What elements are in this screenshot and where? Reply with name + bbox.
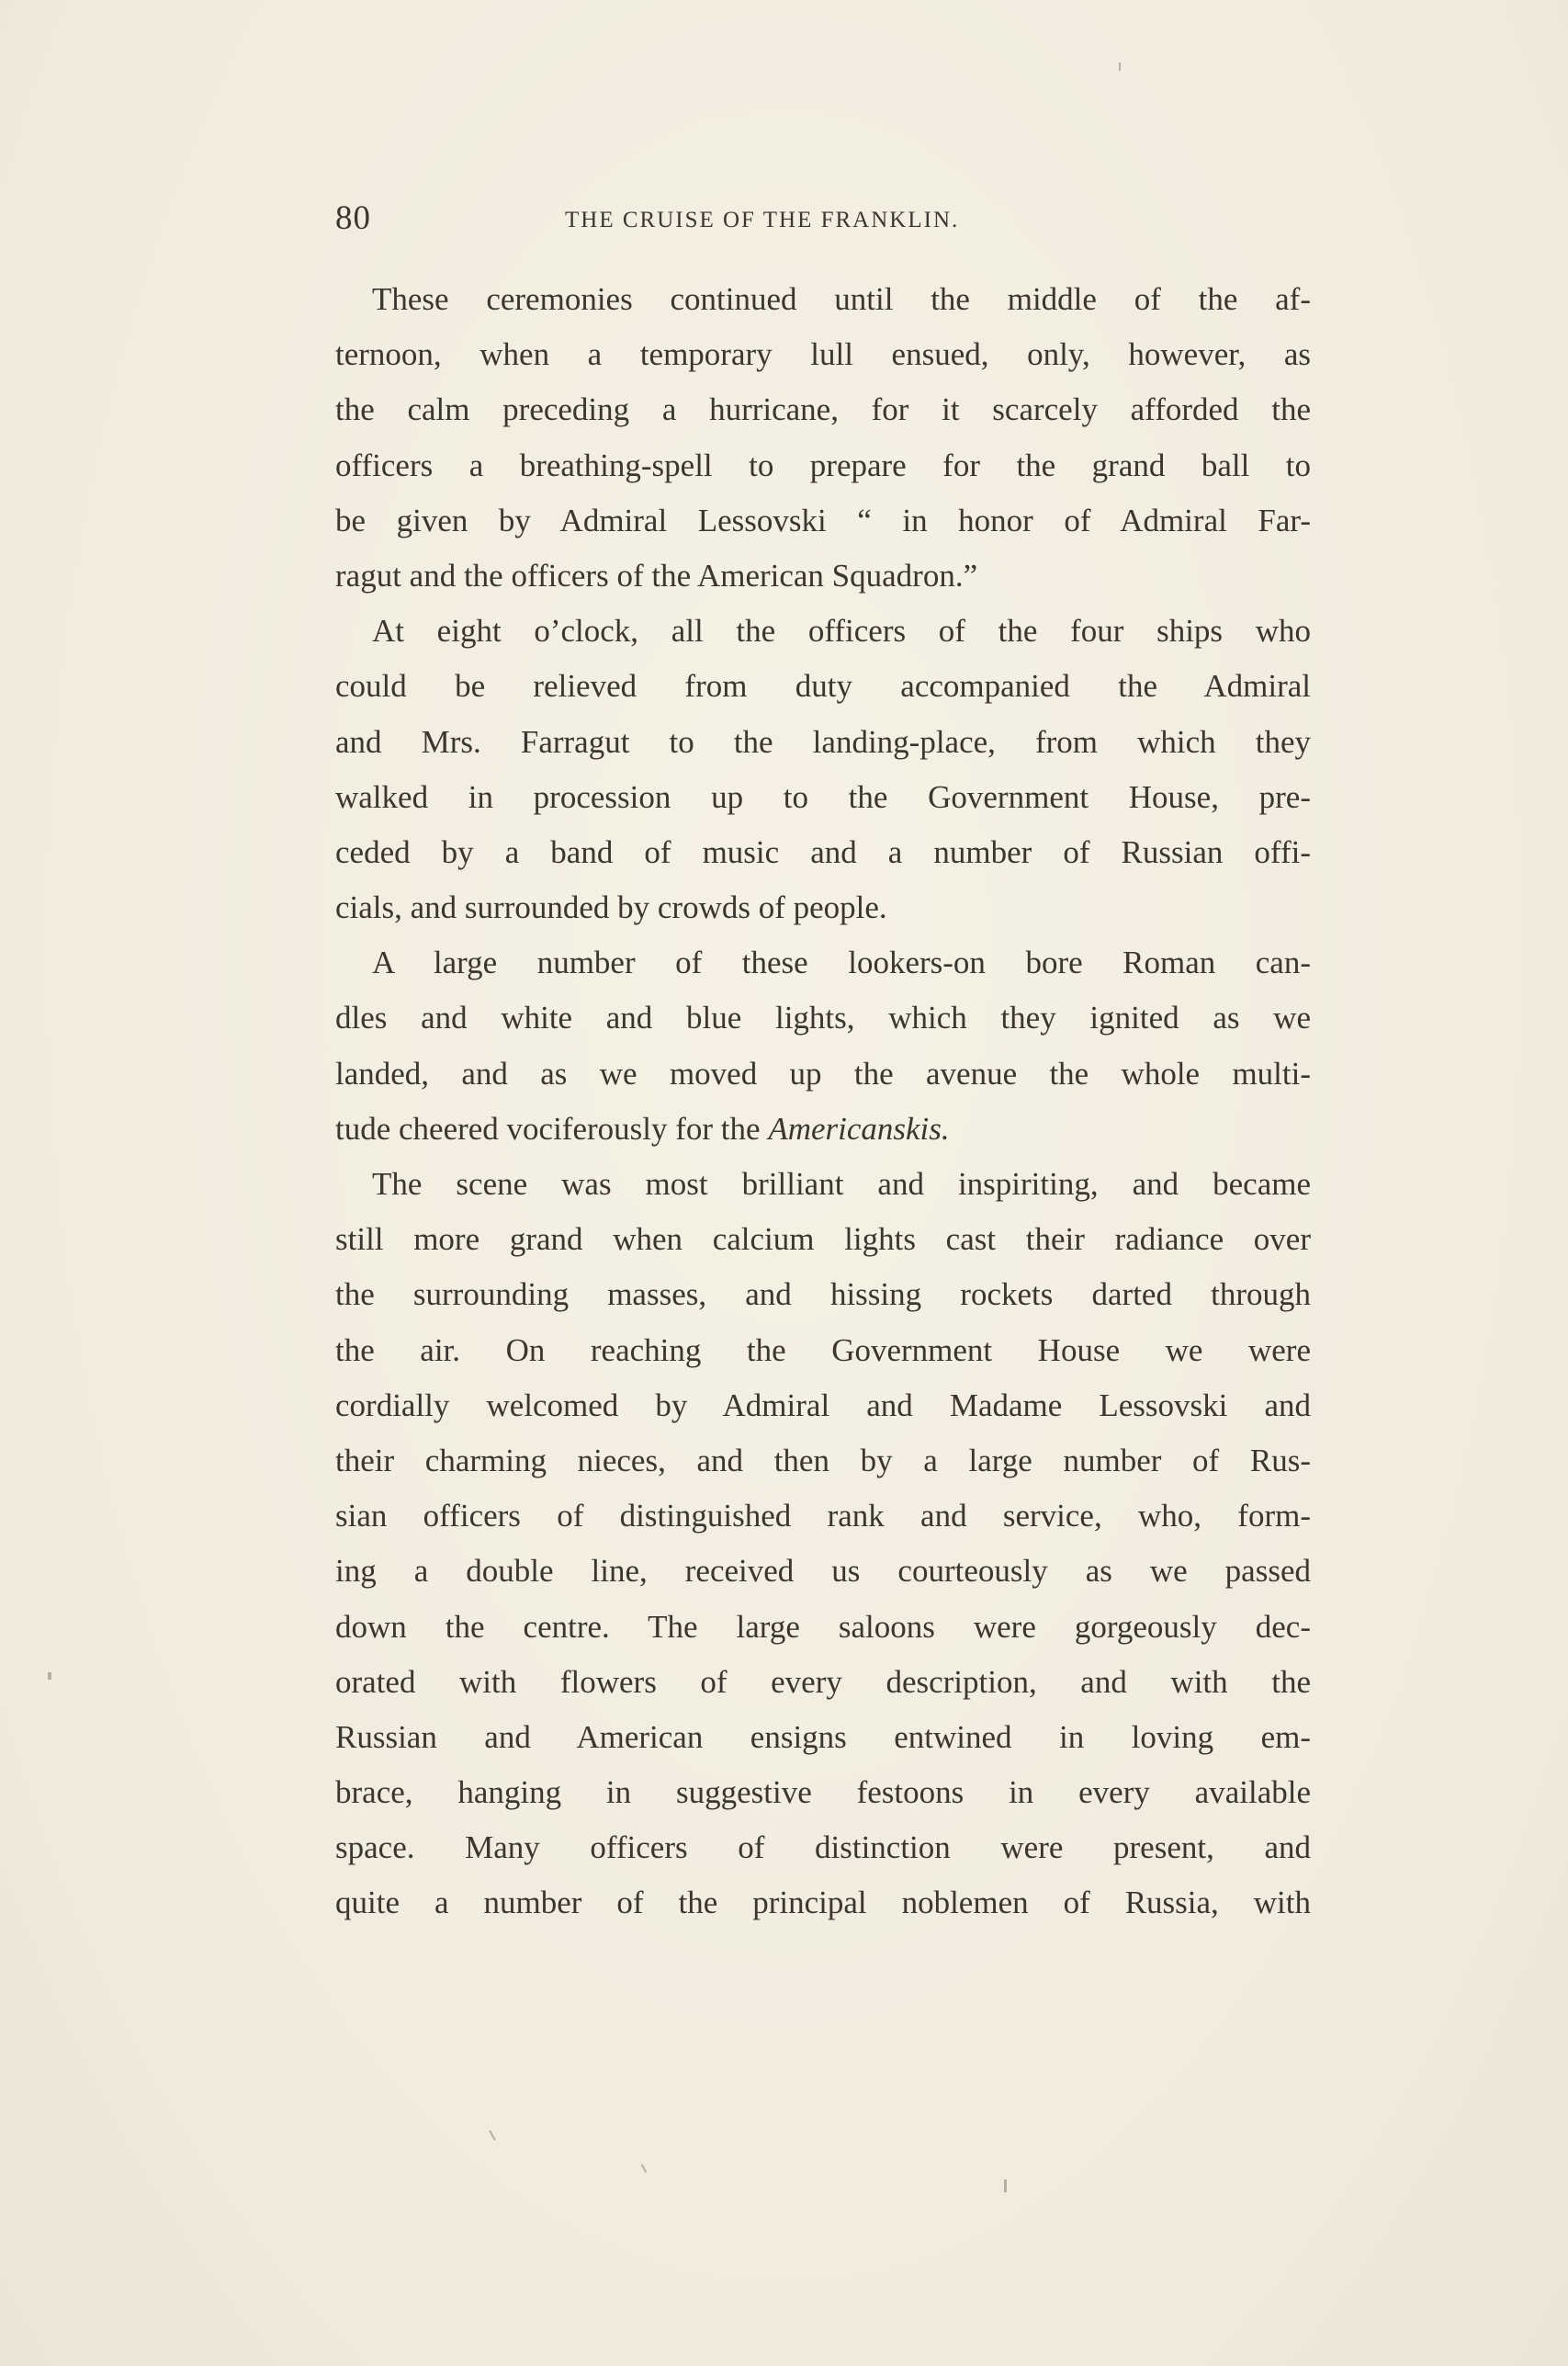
text-line [335, 1600, 1311, 1655]
text-line-content: their charming nieces, and then by a large number of Rus- [335, 1442, 1311, 1478]
text-line-content: orated with flowers of every description, and with the [335, 1663, 1311, 1700]
text-line-content: the surrounding masses, and hissing rockets darted through [335, 1276, 1311, 1313]
text-line-content: ragut and the officers of the American Squadron.” [335, 557, 978, 594]
text-line-content: could be relieved from duty accompanied the Admiral [335, 668, 1311, 705]
text-line [335, 438, 1311, 493]
text-line [335, 825, 1311, 880]
text-line-content: A large number of these lookers-on bore Roman can- [372, 945, 1311, 981]
scan-speck [1119, 62, 1121, 71]
text-line-content: dles and white and blue lights, which they ignited as we [335, 1000, 1311, 1036]
text-line [335, 1157, 1311, 1212]
text-line [335, 715, 1311, 770]
text-line-content: ceded by a band of music and a number of Russian offi- [335, 833, 1311, 870]
scan-speck [48, 1672, 51, 1680]
text-line-content: These ceremonies continued until the middle of the af- [372, 281, 1311, 317]
text-line-content: down the centre. The large saloons were gorgeously dec- [335, 1608, 1311, 1645]
text-line [335, 991, 1311, 1046]
text-line-content: brace, hanging in suggestive festoons in every available [335, 1774, 1311, 1811]
text-line-content: cials, and surrounded by crowds of people. [335, 889, 887, 926]
text-line [335, 1267, 1311, 1322]
text-line-content: tude cheered vociferously for the [335, 1110, 761, 1147]
text-line [335, 659, 1311, 714]
text-line-content: Russian and American ensigns entwined in loving em- [335, 1718, 1311, 1755]
text-line [335, 272, 1311, 327]
text-line-content: At eight o’clock, all the officers of the four ships who [372, 613, 1311, 650]
text-line [335, 549, 1311, 604]
text-line [335, 493, 1311, 549]
text-line-content: ternoon, when a temporary lull ensued, only, however, as [335, 336, 1311, 373]
scan-speck [489, 2130, 496, 2140]
text-line [335, 1655, 1311, 1710]
text-line [335, 1212, 1311, 1267]
page-header [335, 198, 1309, 244]
text-line [335, 1710, 1311, 1765]
text-line-content: quite a number of the principal noblemen of Russia, with [335, 1885, 1311, 1921]
text-line [335, 1102, 1311, 1157]
text-line [335, 1875, 1311, 1930]
text-line [335, 382, 1311, 437]
text-line [335, 327, 1311, 382]
text-line [335, 1047, 1311, 1102]
text-line-content: cordially welcomed by Admiral and Madame Lessovski and [335, 1387, 1311, 1423]
scan-speck [1004, 2179, 1007, 2192]
text-line [335, 1544, 1311, 1599]
text-line [335, 880, 1311, 935]
page-number: 80 [335, 199, 371, 237]
text-line [335, 1433, 1311, 1489]
scan-speck [641, 2164, 648, 2173]
text-line-content: ing a double line, received us courteously as we passed [335, 1553, 1311, 1590]
text-line [335, 1489, 1311, 1544]
text-line-content: be given by Admiral Lessovski “ in honor of Admiral Far- [335, 502, 1311, 538]
text-line [335, 1820, 1311, 1875]
text-line-content: The scene was most brilliant and inspiriting, and became [372, 1166, 1311, 1202]
text-line [335, 770, 1311, 825]
text-line [335, 1765, 1311, 1820]
running-head: THE CRUISE OF THE FRANKLIN. [565, 208, 960, 232]
text-line [335, 935, 1311, 991]
text-line-content: the air. On reaching the Government House we were [335, 1331, 1311, 1368]
text-line [335, 604, 1311, 659]
text-line [335, 1378, 1311, 1433]
text-line-content: still more grand when calcium lights cast their radiance over [335, 1221, 1311, 1258]
body-text [335, 272, 1311, 1931]
text-line-content: officers a breathing-spell to prepare for the grand ball to [335, 447, 1311, 483]
text-line-content: sian officers of distinguished rank and service, who, form- [335, 1498, 1311, 1534]
text-line-content: space. Many officers of distinction were present, and [335, 1829, 1311, 1866]
text-line-content: walked in procession up to the Government House, pre- [335, 778, 1311, 815]
text-line-content: the calm preceding a hurricane, for it scarcely afforded the [335, 391, 1311, 428]
text-line-content: and Mrs. Farragut to the landing-place, from which they [335, 723, 1311, 760]
italic-word: Americanskis. [768, 1110, 950, 1147]
text-line [335, 1323, 1311, 1378]
text-line-content: landed, and as we moved up the avenue the whole multi- [335, 1055, 1311, 1092]
